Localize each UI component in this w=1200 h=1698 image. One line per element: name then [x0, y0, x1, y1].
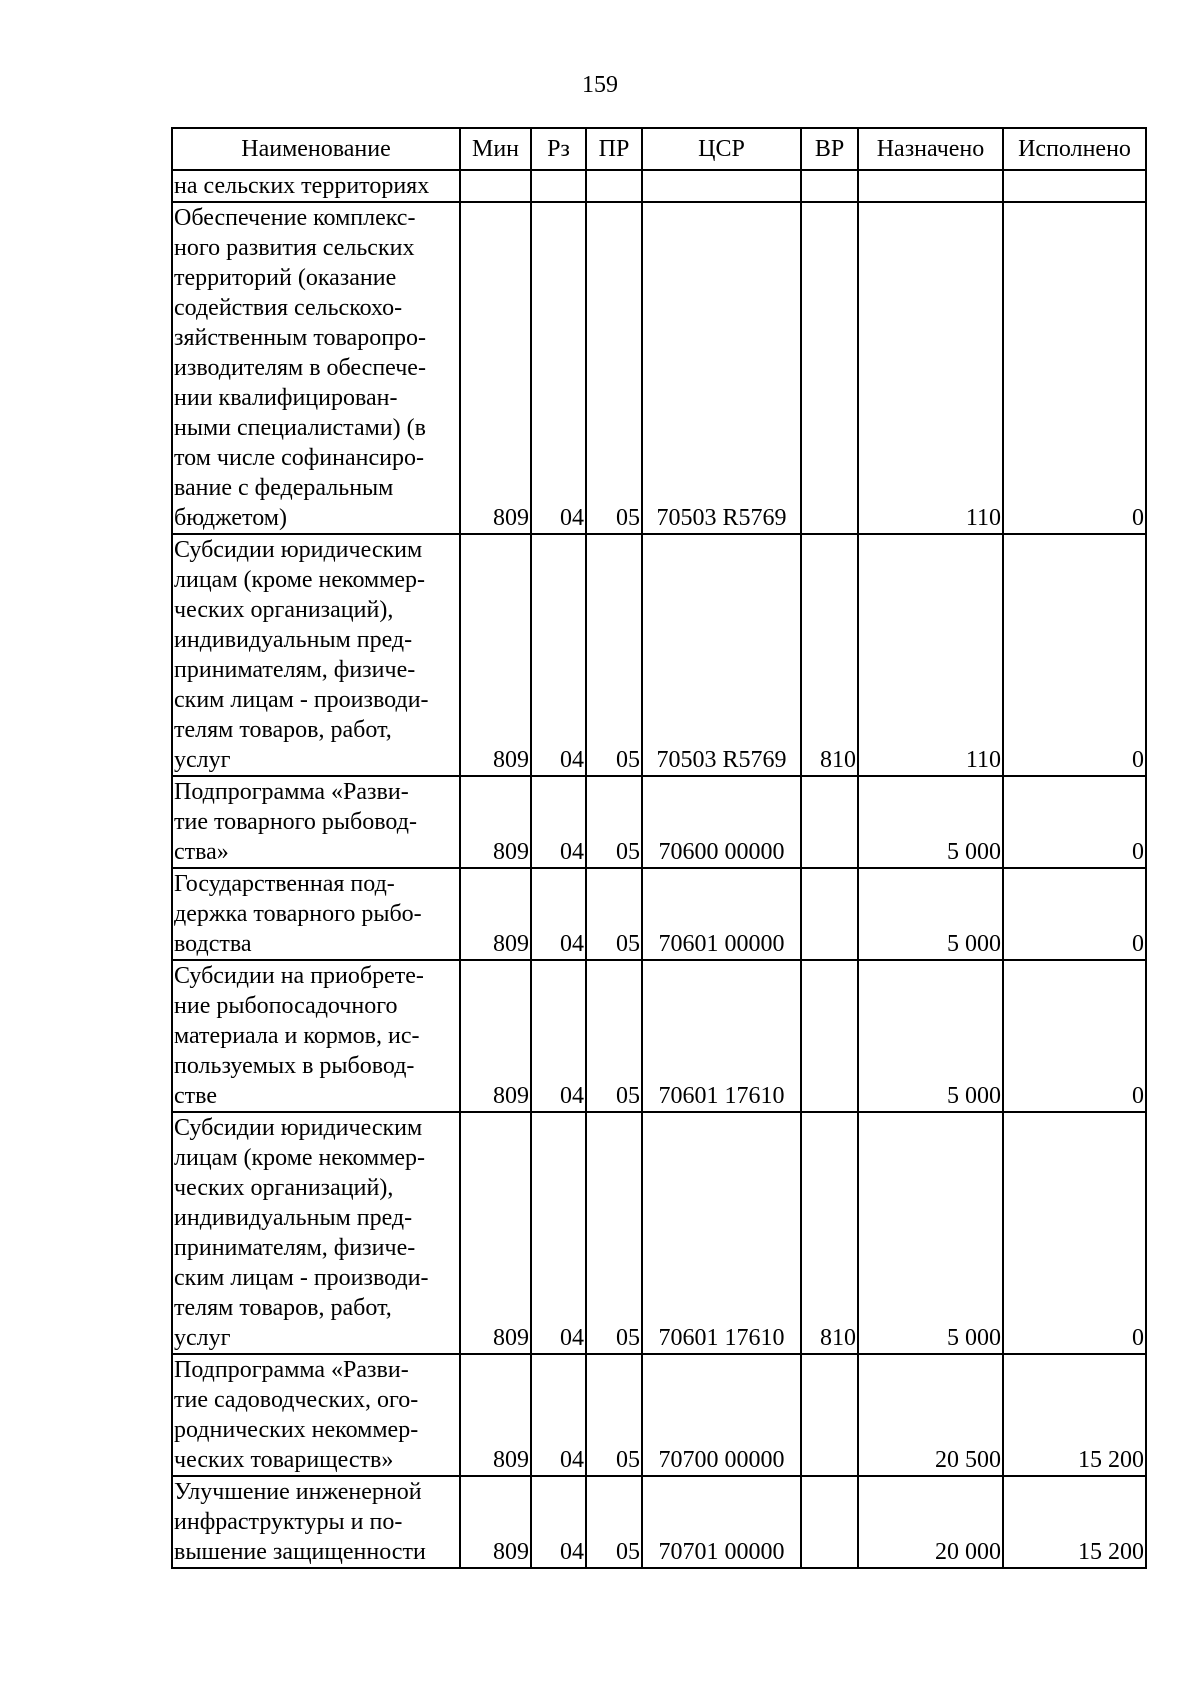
cell-vr: 810	[801, 1112, 858, 1354]
cell-name: Обеспечение комплекс- ного развития сельских территорий (оказание содействия сельскохо- зяйственным товаропро- изводителям в обеспече- нии квалифицирован- ными специалистами) (в том числе софинансиро- вание с федеральным бюджетом)	[172, 202, 460, 534]
cell-rz: 04	[531, 776, 586, 868]
cell-name: на сельских территориях	[172, 170, 460, 202]
cell-ispolneno: 15 200	[1003, 1476, 1146, 1568]
cell-min: 809	[460, 960, 531, 1112]
cell-pr: 05	[586, 776, 642, 868]
table-row	[172, 1476, 1146, 1568]
cell-pr: 05	[586, 960, 642, 1112]
cell-naznacheno: 110	[858, 534, 1003, 776]
cell-name: Государственная под- держка товарного рыбо- водства	[172, 868, 460, 960]
cell-min: 809	[460, 776, 531, 868]
cell-ispolneno: 0	[1003, 960, 1146, 1112]
cell-pr: 05	[586, 1112, 642, 1354]
cell-min: 809	[460, 1112, 531, 1354]
header-naznacheno: Назначено	[858, 128, 1003, 170]
cell-min: 809	[460, 868, 531, 960]
cell-ispolneno: 0	[1003, 868, 1146, 960]
cell-csr: 70601 17610	[642, 1112, 801, 1354]
cell-csr: 70600 00000	[642, 776, 801, 868]
cell-naznacheno: 110	[858, 202, 1003, 534]
table-row	[172, 868, 1146, 960]
cell-rz: 04	[531, 960, 586, 1112]
cell-pr	[586, 170, 642, 202]
cell-naznacheno	[858, 170, 1003, 202]
page-number: 159	[582, 72, 618, 98]
cell-rz: 04	[531, 1354, 586, 1476]
budget-table	[171, 127, 1147, 1569]
cell-name: Субсидии юридическим лицам (кроме некоммер- ческих организаций), индивидуальным пред- принимателям, физиче- ским лицам - производи- телям товаров, работ, услуг	[172, 534, 460, 776]
cell-vr	[801, 170, 858, 202]
cell-ispolneno: 0	[1003, 534, 1146, 776]
cell-name: Подпрограмма «Разви- тие садоводческих, ого- роднических некоммер- ческих товариществ»	[172, 1354, 460, 1476]
table-row	[172, 776, 1146, 868]
cell-vr	[801, 776, 858, 868]
cell-naznacheno: 20 500	[858, 1354, 1003, 1476]
cell-rz: 04	[531, 1112, 586, 1354]
cell-vr	[801, 1476, 858, 1568]
table-row	[172, 170, 1146, 202]
header-name: Наименование	[172, 128, 460, 170]
cell-pr: 05	[586, 1476, 642, 1568]
header-ispolneno: Исполнено	[1003, 128, 1146, 170]
cell-ispolneno: 15 200	[1003, 1354, 1146, 1476]
cell-name: Субсидии на приобрете- ние рыбопосадочного материала и кормов, ис- пользуемых в рыбовод- стве	[172, 960, 460, 1112]
cell-ispolneno: 0	[1003, 776, 1146, 868]
cell-naznacheno: 5 000	[858, 960, 1003, 1112]
header-vr: ВР	[801, 128, 858, 170]
cell-min	[460, 170, 531, 202]
cell-ispolneno	[1003, 170, 1146, 202]
table-row	[172, 1112, 1146, 1354]
cell-vr	[801, 1354, 858, 1476]
cell-csr: 70701 00000	[642, 1476, 801, 1568]
header-pr: ПР	[586, 128, 642, 170]
cell-vr	[801, 960, 858, 1112]
cell-name: Подпрограмма «Разви- тие товарного рыбовод- ства»	[172, 776, 460, 868]
table-row	[172, 202, 1146, 534]
cell-csr: 70601 17610	[642, 960, 801, 1112]
cell-vr	[801, 868, 858, 960]
cell-rz: 04	[531, 202, 586, 534]
cell-rz: 04	[531, 868, 586, 960]
cell-rz	[531, 170, 586, 202]
table-row	[172, 960, 1146, 1112]
header-csr: ЦСР	[642, 128, 801, 170]
cell-csr: 70503 R5769	[642, 202, 801, 534]
header-min: Мин	[460, 128, 531, 170]
header-rz: Рз	[531, 128, 586, 170]
cell-min: 809	[460, 1354, 531, 1476]
cell-min: 809	[460, 1476, 531, 1568]
cell-vr: 810	[801, 534, 858, 776]
cell-rz: 04	[531, 534, 586, 776]
cell-naznacheno: 5 000	[858, 1112, 1003, 1354]
cell-min: 809	[460, 202, 531, 534]
cell-naznacheno: 5 000	[858, 868, 1003, 960]
cell-vr	[801, 202, 858, 534]
cell-ispolneno: 0	[1003, 1112, 1146, 1354]
cell-name: Улучшение инженерной инфраструктуры и по- вышение защищенности	[172, 1476, 460, 1568]
cell-pr: 05	[586, 534, 642, 776]
cell-csr: 70503 R5769	[642, 534, 801, 776]
cell-naznacheno: 5 000	[858, 776, 1003, 868]
table-header-row	[172, 128, 1146, 170]
cell-pr: 05	[586, 1354, 642, 1476]
cell-pr: 05	[586, 868, 642, 960]
table-row	[172, 1354, 1146, 1476]
cell-pr: 05	[586, 202, 642, 534]
cell-csr: 70700 00000	[642, 1354, 801, 1476]
table-row	[172, 534, 1146, 776]
cell-rz: 04	[531, 1476, 586, 1568]
cell-ispolneno: 0	[1003, 202, 1146, 534]
cell-csr: 70601 00000	[642, 868, 801, 960]
cell-min: 809	[460, 534, 531, 776]
cell-name: Субсидии юридическим лицам (кроме некоммер- ческих организаций), индивидуальным пред- принимателям, физиче- ским лицам - производи- телям товаров, работ, услуг	[172, 1112, 460, 1354]
cell-naznacheno: 20 000	[858, 1476, 1003, 1568]
cell-csr	[642, 170, 801, 202]
